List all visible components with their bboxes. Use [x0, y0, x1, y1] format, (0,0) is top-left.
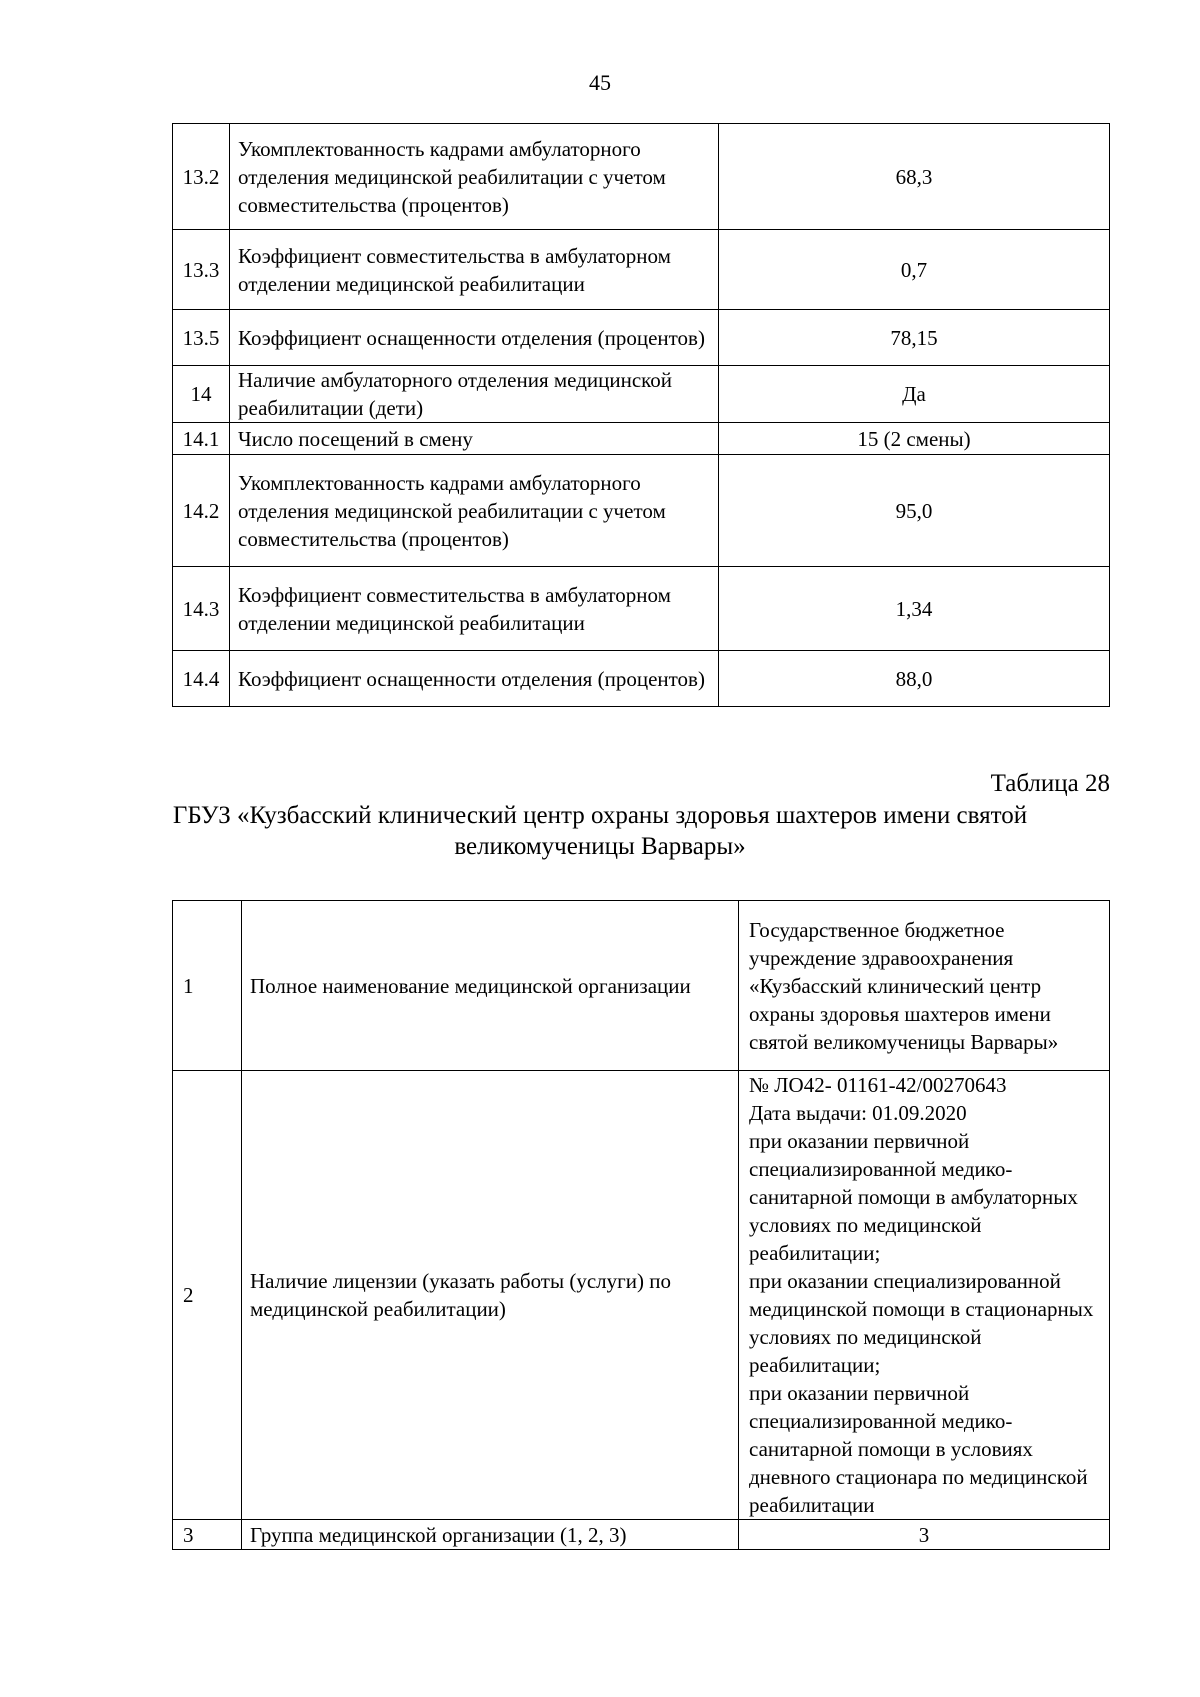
row-label: Число посещений в смену	[230, 423, 719, 455]
row-value: 88,0	[719, 651, 1110, 707]
row-number: 1	[173, 901, 242, 1071]
table-row	[173, 651, 1110, 707]
row-value: 15 (2 смены)	[719, 423, 1110, 455]
row-value: 3	[739, 1520, 1110, 1550]
row-number: 13.3	[173, 230, 230, 310]
table-caption: Таблица 28	[990, 770, 1110, 797]
row-label: Коэффициент совместительства в амбулаторном отделении медицинской реабилитации	[230, 567, 719, 651]
row-number: 14.2	[173, 455, 230, 567]
row-value: 0,7	[719, 230, 1110, 310]
row-value: Государственное бюджетное учреждение здравоохранения «Кузбасский клинический центр охраны здоровья шахтеров имени святой великомученицы Варвары»	[739, 901, 1110, 1071]
table-row	[173, 455, 1110, 567]
organization-title: ГБУЗ «Кузбасский клинический центр охраны здоровья шахтеров имени святой великомученицы Варвары»	[172, 802, 1028, 860]
row-value: 78,15	[719, 310, 1110, 366]
row-value: Да	[719, 366, 1110, 423]
row-label: Коэффициент оснащенности отделения (процентов)	[230, 651, 719, 707]
row-label: Наличие амбулаторного отделения медицинской реабилитации (дети)	[230, 366, 719, 423]
table-row	[173, 310, 1110, 366]
row-number: 2	[173, 1071, 242, 1520]
row-label: Группа медицинской организации (1, 2, 3)	[242, 1520, 739, 1550]
row-label: Коэффициент совместительства в амбулаторном отделении медицинской реабилитации	[230, 230, 719, 310]
row-label: Наличие лицензии (указать работы (услуги) по медицинской реабилитации)	[242, 1071, 739, 1520]
row-number: 3	[173, 1520, 242, 1550]
row-number: 14.1	[173, 423, 230, 455]
indicators-table	[172, 123, 1110, 707]
row-value: 95,0	[719, 455, 1110, 567]
row-value: 1,34	[719, 567, 1110, 651]
row-label: Укомплектованность кадрами амбулаторного отделения медицинской реабилитации с учетом совместительства (процентов)	[230, 455, 719, 567]
table-row	[173, 124, 1110, 230]
row-number: 13.5	[173, 310, 230, 366]
row-number: 13.2	[173, 124, 230, 230]
page-number: 45	[589, 70, 611, 95]
table-row	[173, 1520, 1110, 1550]
row-label: Полное наименование медицинской организации	[242, 901, 739, 1071]
table-row	[173, 1071, 1110, 1520]
row-label: Укомплектованность кадрами амбулаторного отделения медицинской реабилитации с учетом совместительства (процентов)	[230, 124, 719, 230]
organization-table	[172, 900, 1110, 1550]
row-value: 68,3	[719, 124, 1110, 230]
row-label: Коэффициент оснащенности отделения (процентов)	[230, 310, 719, 366]
row-number: 14.4	[173, 651, 230, 707]
table-row	[173, 567, 1110, 651]
table-row	[173, 230, 1110, 310]
table-row	[173, 366, 1110, 423]
table-row	[173, 901, 1110, 1071]
row-number: 14	[173, 366, 230, 423]
table-row	[173, 423, 1110, 455]
license-details: № ЛО42- 01161-42/00270643 Дата выдачи: 01.09.2020 при оказании первичной специализированной медико-санитарной помощи в амбулаторных условиях по медицинской реабилитации; при оказании специализированной медицинской помощи в стационарных условиях по медицинской реабилитации; при оказании первичной специализированной медико-санитарной помощи в условиях дневного стационара по медицинской реабилитации	[739, 1071, 1110, 1520]
row-number: 14.3	[173, 567, 230, 651]
